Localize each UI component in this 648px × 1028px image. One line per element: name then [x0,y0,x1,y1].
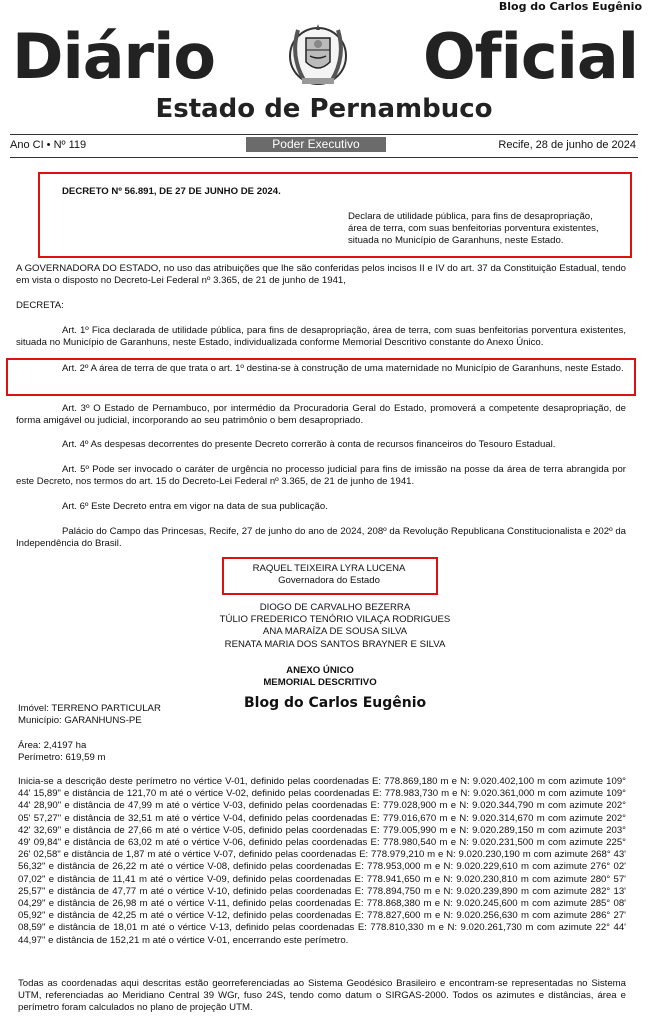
property-info [18,703,318,727]
article-2: Art. 2º A área de terra de que trata o art. 1º destina-se à construção de uma maternidade no Município de Garanhuns, neste Estado. [62,363,624,374]
masthead-subtitle: Estado de Pernambuco [155,94,493,124]
publication-date: Recife, 28 de junho de 2024 [498,139,636,151]
ementa-line: situada no Município de Garanhuns, neste Estado. [348,235,564,247]
cosigner-name: ANA MARAÍZA DE SOUSA SILVA [262,626,408,638]
decree-preamble: A GOVERNADORA DO ESTADO, no uso das atribuições que lhe são conferidas pelos incisos II e IV do art. 37 da Constituição Estadual, tendo em vista o disposto no Decreto-Lei Federal nº 3.365, de 21 de junho de 1941, [16,263,626,287]
pernambuco-coat-of-arms-icon [282,20,354,92]
property-type: Imóvel: TERRENO PARTICULAR [18,703,161,714]
article-3: Art. 3º O Estado de Pernambuco, por intermédio da Procuradoria Geral do Estado, promoverá a competente desapropriação, de forma amigável ou judicial, incorporando ao seu patrimônio o bem desapropriado. [16,403,626,427]
signer-role: Governadora do Estado [278,575,380,587]
article-1: Art. 1º Fica declarada de utilidade pública, para fins de desapropriação, área de terra, com suas benfeitorias porventura existentes, situada no Município de Garanhuns, neste Estado, individualizada conforme Memorial Descritivo constante do Anexo Único. [16,325,626,349]
cosigner-name: DIOGO DE CARVALHO BEZERRA [259,602,411,613]
watermark-middle: Blog do Carlos Eugênio [244,695,427,711]
cosigners [0,602,648,651]
decree-title: DECRETO Nº 56.891, DE 27 DE JUNHO DE 2024. [62,186,281,197]
watermark-top: Blog do Carlos Eugênio [498,0,642,13]
masthead-title-right: Oficial [422,20,638,93]
cosigner-name: TÚLIO FREDERICO TENÓRIO VILAÇA RODRIGUES [219,614,451,626]
divider [10,157,638,158]
article-5: Art. 5º Pode ser invocado o caráter de urgência no processo judicial para fins de imissão na posse da área de terra abrangida por este Decreto, nos termos do art. 15 do Decreto-Lei Federal nº 3.365, de 21 de junho de 1941. [16,464,626,488]
annex-title: ANEXO ÚNICO [286,665,354,676]
section-label: Poder Executivo [246,137,386,152]
ementa-line: Declara de utilidade pública, para fins de desapropriação, [348,211,593,222]
signer [222,563,436,587]
info-bar [10,137,638,155]
article-4: Art. 4º As despesas decorrentes do presente Decreto correrão à conta de recursos financeiros do Tesouro Estadual. [62,439,556,450]
decree-ementa [348,211,638,248]
property-area: Área: 2,4197 ha [18,740,87,751]
annex-heading [0,665,640,689]
article-6: Art. 6º Este Decreto entra em vigor na data de sua publicação. [62,501,328,512]
masthead [12,20,638,93]
geodetic-note: Todas as coordenadas aqui descritas estão georreferenciadas ao Sistema Geodésico Brasileiro e encontram-se representadas no Sistema UTM, referenciadas ao Meridiano Central 39 WGr, fuso 24S, tendo como datum o SIRGAS-2000. Todos os azimutes e distâncias, área e perímetro foram calculados no plano de projeção UTM. [18,978,626,1014]
edition-number: Ano CI • Nº 119 [10,139,87,151]
perimeter-description: Inicia-se a descrição deste perímetro no vértice V-01, definido pelas coordenadas E: 778.869,180 m e N: 9.020.402,100 m com azimute 109° 44' 15,89" e distância de 121,70 m até o vértice V-02, definido pelas coordenadas E: 778.983,730 m e N: 9.020.361,000 m com azimute 109° 44' 28,90" e distância de 47,99 m até o vértice V-03, definido pelas coordenadas E: 779.028,900 m e N: 9.020.344,790 m com azimute 202° 05' 57,27" e distância de 32,51 m até o vértice V-04, definido pelas coordenadas E: 779.016,670 m e N: 9.020.314,670 m com azimute 202° 42' 32,69" e distância de 27,66 m até o vértice V-05, definido pelas coordenadas E: 779.005,990 m e N: 9.020.289,150 m com azimute 203° 49' 09,84" e distância de 63,02 m até o vértice V-06, definido pelas coordenadas E: 778.980,540 m e N: 9.020.231,500 m com azimute 225° 26' 02,58" e distância de 1,87 m até o vértice V-07, definido pelas coordenadas E: 778.979,210 m e N: 9.020.230,190 m com azimute 268° 43' 56,32" e distância de 26,22 m até o vértice V-08, definido pelas coordenadas E: 778.953,000 m e N: 9.020.229,610 m com azimute 276° 02' 07,02" e distância de 11,41 m até o vértice V-09, definido pelas coordenadas E: 778.941,650 m e N: 9.020.230,810 m com azimute 280° 57' 25,57" e distância de 47,77 m até o vértice V-10, definido pelas coordenadas E: 778.894,750 m e N: 9.020.239,890 m com azimute 282° 13' 04,29" e distância de 26,98 m até o vértice V-11, definido pelas coordenadas E: 778.868,380 m e N: 9.020.245,600 m com azimute 285° 08' 05,92" e distância de 42,25 m até o vértice V-12, definido pelas coordenadas E: 778.827,600 m e N: 9.020.256,630 m com azimute 286° 27' 08,59" e distância de 18,01 m até o vértice V-13, definido pelas coordenadas E: 778.810,330 m e N: 9.020.261,730 m com azimute 22° 44' 44,97" e distância de 152,21 m até o vértice V-01, encerrando este perímetro. [18,776,626,946]
annex-subtitle: MEMORIAL DESCRITIVO [263,677,377,689]
closing-text: Palácio do Campo das Princesas, Recife, 27 de junho do ano de 2024, 208º da Revolução Republicana Constitucionalista e 202º da Independência do Brasil. [16,526,626,550]
property-perimeter: Perímetro: 619,59 m [18,752,106,764]
cosigner-name: RENATA MARIA DOS SANTOS BRAYNER E SILVA [224,638,446,650]
signer-name: RAQUEL TEIXEIRA LYRA LUCENA [252,563,406,574]
ementa-line: área de terra, com suas benfeitorias porventura existentes, [348,223,599,235]
decreta-label: DECRETA: [16,300,64,311]
divider [10,134,638,135]
property-municipality: Município: GARANHUNS-PE [18,715,142,727]
masthead-title-left: Diário [12,20,215,93]
area-info [18,740,318,764]
